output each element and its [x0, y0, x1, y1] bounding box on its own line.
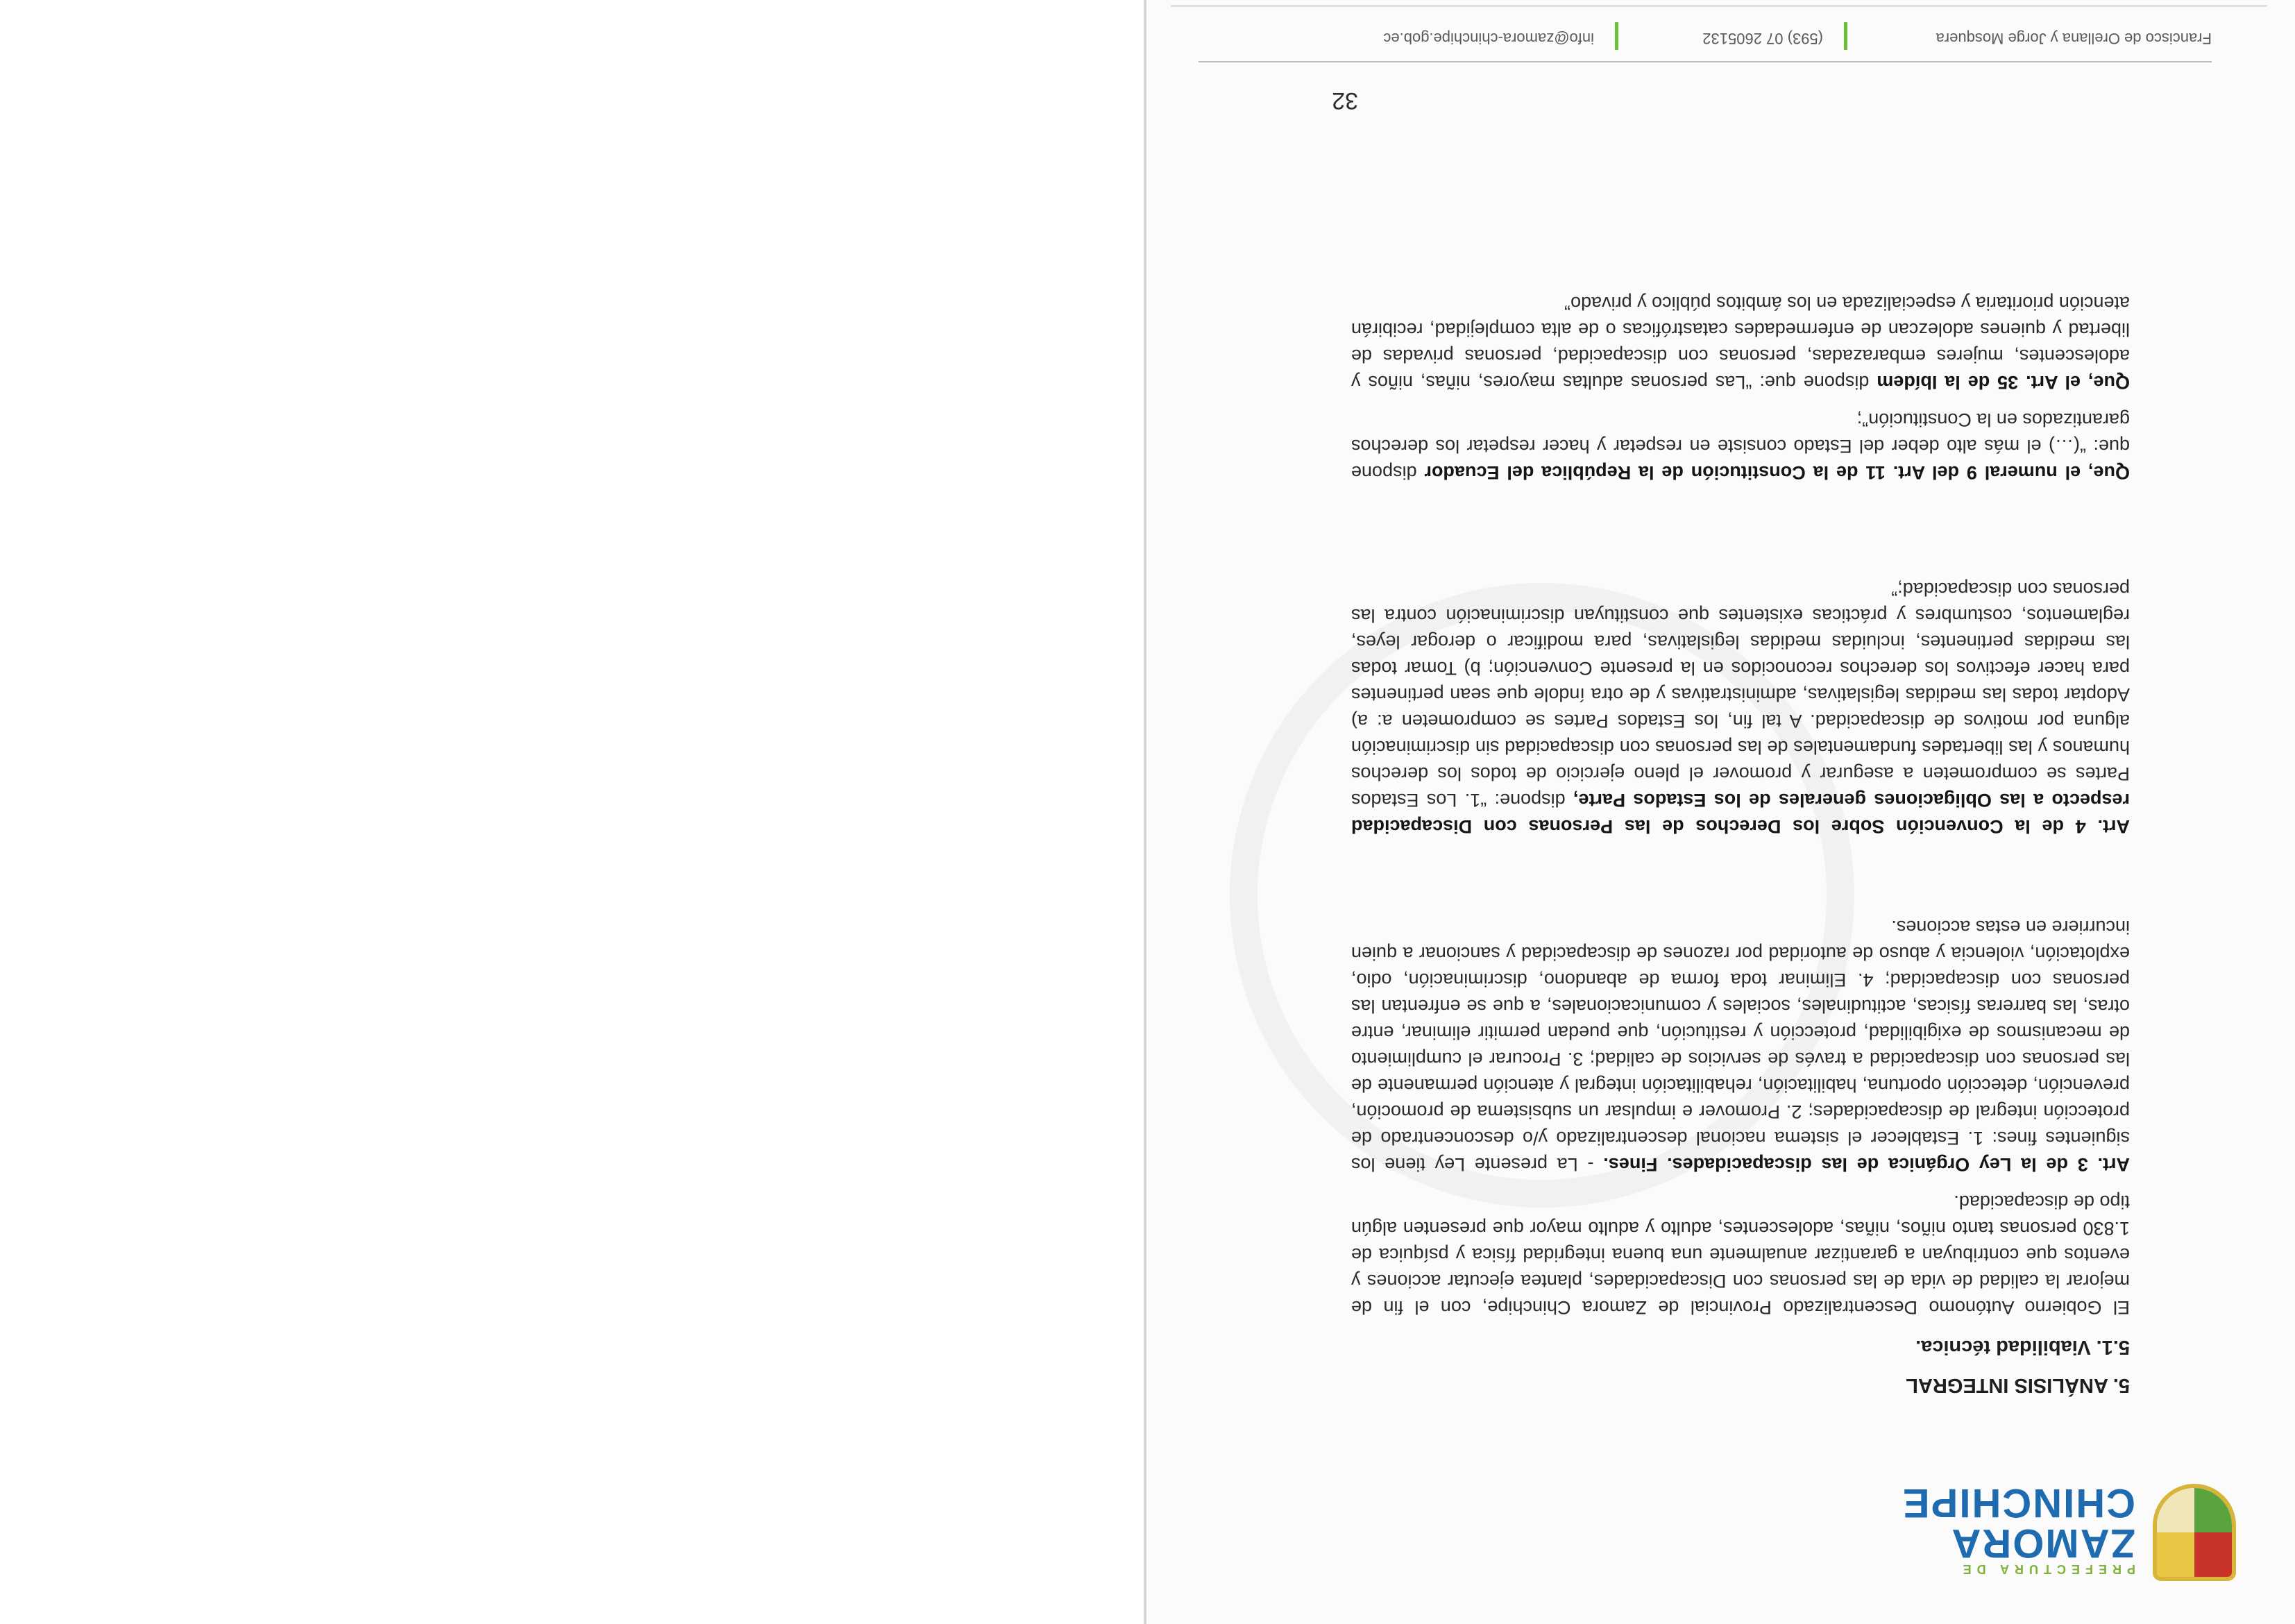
paragraph-art-11-bold: Que, el numeral 9 del Art. 11 de la Constitución de la República del Ecuador: [1424, 462, 2130, 483]
footer-divider: [1199, 61, 2212, 62]
paragraph-art-3-text: - La presente Ley tiene los siguientes fines: 1. Establecer el sistema nacional descentralizado y/o desconcentrado de protección integral de discapacidades; 2. Promover e impulsar un subsistema de promoción, prevención, detección oportuna, habilitación, rehabilitación integral y atención permanente de las personas con discapacidad a través de servicios de calidad; 3. Procurar el cumplimiento de mecanismos de exigibilidad, protección y restitución, que puedan permitir eliminar, entre otras, las barreras físicas, actitudinales, sociales y comunicacionales, a que se enfrentan las personas con discapacidad; 4. Eliminar toda forma de abandono, discriminación, odio, explotación, violencia y abuso de autoridad por razones de discapacidad y sancionar a quien incurriere en estas acciones.: [1350, 917, 2130, 1175]
prefecture-logo-text: [1902, 1482, 2135, 1575]
paragraph-art-4-text: dispone: “1. Los Estados Partes se comprometen a asegurar y promover el pleno ejercicio de todos los derechos humanos y las libertades fundamentales de las personas con discapacidad sin discriminación alguna por motivos de discapacidad. A tal fin, los Estados Partes se comprometen a: a) Adoptar todas las medidas legislativas, administrativas y de otra índole que sean pertinentes para hacer efectivos los derechos reconocidos en la presente Convención; b) Tomar todas las medidas pertinentes, incluidas medidas legislativas, para modificar o derogar leyes, reglamentos, costumbres y prácticas existentes que constituyan discriminación contra las personas con discapacidad;”: [1351, 579, 2130, 811]
paragraph-art-35: [1351, 290, 2130, 396]
page-number: 32: [1332, 87, 1358, 114]
paragraph-art-35-bold: Que, el Art. 35 de la Ibídem: [1877, 372, 2130, 393]
footer-email: info@zamora-chinchipe.gob.ec: [1383, 30, 1594, 47]
blank-left-page: [0, 0, 1144, 1624]
logo-line-2: CHINCHIPE: [1901, 1480, 2135, 1525]
paragraph-art-3-bold: Art. 3 de la Ley Orgánica de las discapacidades. Fines.: [1603, 1154, 2130, 1175]
paragraph-art-11-text: dispone que: “(…) el más alto deber del Estado consiste en respetar y hacer respetar los derechos garantizados en la Constitución”;: [1351, 409, 2130, 483]
paragraph-art-4: [1351, 576, 2130, 840]
paragraph-intro: El Gobierno Autónomo Descentralizado Provincial de Zamora Chinchipe, con el fin de mejorar la calidad de vida de las personas con Discapacidades, plantea ejecutar acciones y eventos que contribuyan a garantizar anualmente una buena integridad física y psíquica de 1.830 personas tanto niños, niñas, adolescentes, adulto y adulto mayor que presenten algún tipo de discapacidad.: [1351, 1192, 2130, 1318]
page-bottom-rule: [1171, 5, 2267, 7]
paragraph-art-4-bold: Art. 4 de la Convención Sobre los Derechos de las Personas con Discapacidad respecto a las Obligaciones generales de los Estados Parte,: [1351, 790, 2130, 837]
logo-prefix: PREFECTURA DE: [1957, 1562, 2135, 1576]
footer-address: Francisco de Orellana y Jorge Mosquera: [1936, 30, 2212, 47]
paragraph-art-3: [1351, 914, 2130, 1178]
section-heading: 5. ANÁLISIS INTEGRAL: [1906, 1374, 2130, 1396]
logo-line-1: ZAMORA: [1950, 1521, 2135, 1566]
prefecture-shield-icon: [2153, 1484, 2236, 1581]
subsection-heading: 5.1. Viabilidad técnica.: [1915, 1336, 2130, 1358]
paragraph-art-11: [1351, 407, 2130, 486]
footer-separator: [1615, 22, 1618, 50]
page-header: [1185, 1435, 2267, 1595]
document-page: [1146, 0, 2295, 1624]
page-footer: [1199, 22, 2212, 50]
footer-phone: (593) 07 2605132: [1702, 30, 1823, 47]
footer-separator: [1844, 22, 1847, 50]
paragraph-art-35-text: dispone que: “Las personas adultas mayores, niñas, niños y adolescentes, mujeres embarazadas, personas con discapacidad, personas privadas de libertad y quienes adolezcan de enfermedades catastróficas o de alta complejidad, recibirán atención prioritaria y especializada en los ámbitos público y privado”: [1351, 293, 2130, 393]
